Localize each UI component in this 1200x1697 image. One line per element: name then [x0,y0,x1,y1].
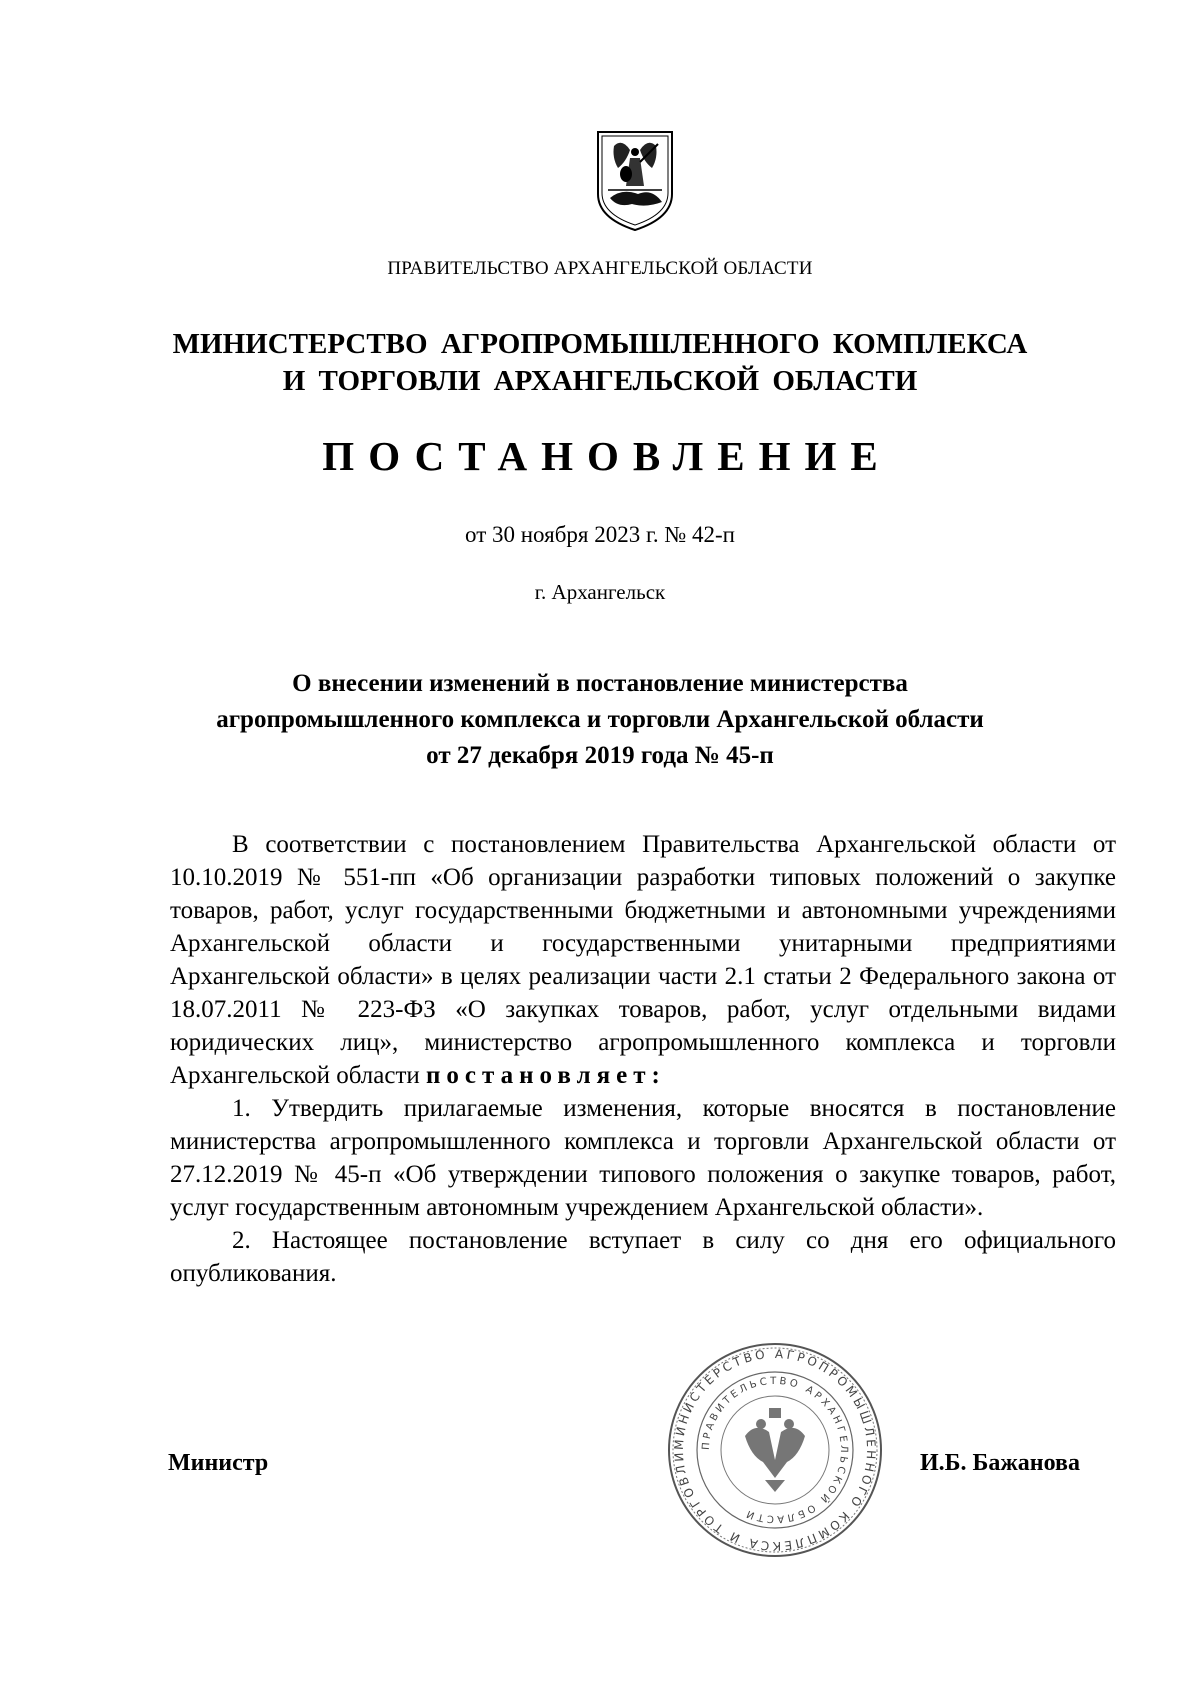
signatory-name: И.Б. Бажанова [920,1450,1080,1476]
document-date-number: от 30 ноября 2023 г. № 42-п [465,522,735,547]
preamble-paragraph [170,828,1116,1092]
ministry-name [0,326,1200,400]
ministry-name-line-2: И ТОРГОВЛИ АРХАНГЕЛЬСКОЙ ОБЛАСТИ [282,365,918,397]
ministry-name-line-1: МИНИСТЕРСТВО АГРОПРОМЫШЛЕННОГО КОМПЛЕКСА [172,328,1028,360]
document-subject [0,666,1200,774]
government-name: ПРАВИТЕЛЬСТВО АРХАНГЕЛЬСКОЙ ОБЛАСТИ [387,258,813,279]
decree-word: постановляет: [426,1062,666,1089]
subject-line-1: О внесении изменений в постановление министерства [292,670,908,697]
subject-line-3: от 27 декабря 2019 года № 45-п [426,742,774,769]
subject-line-2: агропромышленного комплекса и торговли Архангельской области [216,706,984,733]
seal-inner-text: ПРАВИТЕЛЬСТВО АРХАНГЕЛЬСКОЙ ОБЛАСТИ [700,1375,850,1525]
document-city: г. Архангельск [534,580,666,604]
seal-outer-text: МИНИСТЕРСТВО АГРОПРОМЫШЛЕННОГО КОМПЛЕКСА И ТОРГОВЛИ [671,1346,879,1554]
preamble-text: В соответствии с постановлением Правительства Архангельской области от 10.10.2019 № 551-пп «Об организации разработки типовых положений о закупке товаров, работ, услуг государственными бюджетными и автономными учреждениями Архангельской области и государственными унитарными предприятиями Архангельской области» в целях реализации части 2.1 статьи 2 Федерального закона от 18.07.2011 № 223-ФЗ «О закупках товаров, работ, услуг отдельными видами юридических лиц», министерство агропромышленного комплекса и торговли Архангельской области [170,831,1116,1089]
document-body [170,828,1116,1290]
official-seal [665,1340,885,1565]
coat-of-arms-emblem [592,128,678,237]
document-type-title: ПОСТАНОВЛЕНИЕ [322,433,892,479]
item-1-paragraph: 1. Утвердить прилагаемые изменения, которые вносятся в постановление министерства агропромышленного комплекса и торговли Архангельской области от 27.12.2019 № 45-п «Об утверждении типового положения о закупке товаров, работ, услуг государственным автономным учреждением Архангельской области». [170,1095,1116,1221]
official-seal-icon [665,1340,885,1560]
signatory-title: Министр [168,1450,269,1476]
archangel-coat-of-arms-icon [592,128,678,232]
item-2-paragraph: 2. Настоящее постановление вступает в силу со дня его официального опубликования. [170,1227,1116,1287]
